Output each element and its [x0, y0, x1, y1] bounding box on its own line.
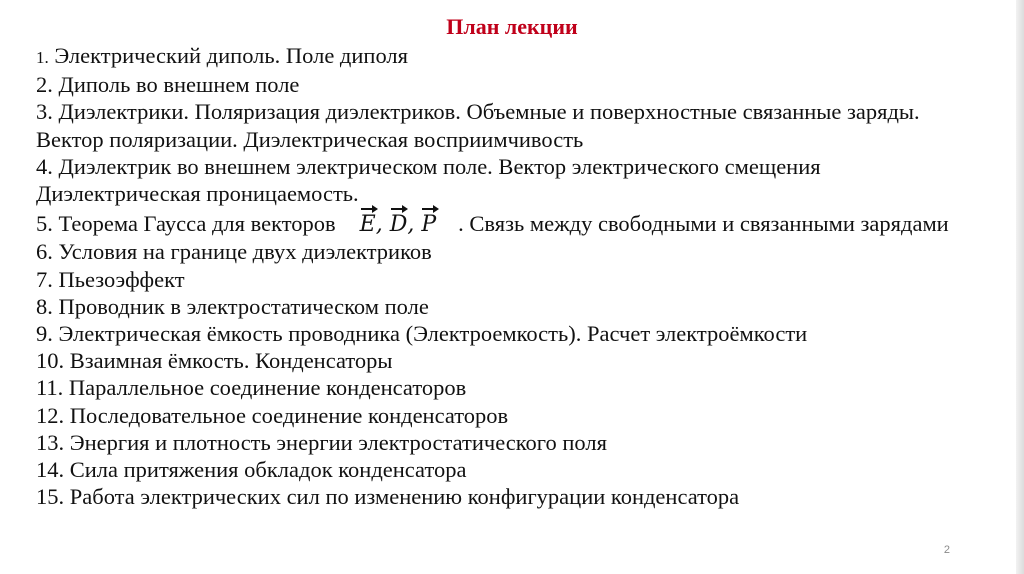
plan-item-number: 1.	[36, 48, 49, 67]
vector-p: P	[421, 207, 436, 238]
plan-item-text: Пьезоэффект	[52, 266, 185, 292]
plan-item-3	[36, 98, 986, 152]
plan-item-text: Электрическая ёмкость проводника (Электроемкость). Расчет электроёмкости	[52, 321, 808, 347]
plan-item-15	[36, 483, 986, 510]
plan-item-text: Последовательное соединение конденсаторов	[64, 402, 509, 428]
plan-item-13	[36, 429, 986, 456]
plan-item-text: Условия на границе двух диэлектриков	[52, 239, 432, 265]
lecture-plan-list	[36, 42, 986, 510]
plan-item-text: Диэлектрики. Поляризация диэлектриков. Объемные и поверхностные связанные заряды. Вектор поляризации. Диэлектрическая восприимчивость	[36, 99, 920, 152]
page-number: 2	[943, 544, 950, 556]
vector-formula: E, D, P	[360, 207, 437, 238]
plan-item-6	[36, 238, 986, 265]
plan-item-12	[36, 402, 986, 429]
slide-title: План лекции	[446, 14, 578, 39]
plan-item-11	[36, 374, 986, 401]
plan-item-2	[36, 71, 986, 98]
plan-item-number: 6.	[36, 239, 53, 265]
vector-e: E	[360, 207, 376, 238]
plan-item-number: 3.	[36, 99, 53, 125]
plan-item-5	[36, 207, 986, 238]
plan-item-text: Взаимная ёмкость. Конденсаторы	[64, 348, 393, 374]
plan-item-number: 10.	[36, 348, 65, 374]
plan-item-text: Работа электрических сил по изменению конфигурации конденсатора	[64, 484, 740, 510]
plan-item-number: 2.	[36, 72, 53, 98]
plan-item-text: Диэлектрик во внешнем электрическом поле. Вектор электрического смещения Диэлектрическая проницаемость.	[36, 153, 821, 207]
plan-item-text: Параллельное соединение конденсаторов	[63, 375, 467, 401]
plan-item-1	[36, 42, 986, 71]
plan-item-7	[36, 266, 986, 293]
plan-item-number: 13.	[36, 429, 65, 455]
plan-item-text-before: Теорема Гаусса для векторов	[52, 211, 336, 237]
plan-item-number: 8.	[36, 293, 53, 319]
plan-item-text: Проводник в электростатическом поле	[52, 293, 429, 319]
plan-item-text: Энергия и плотность энергии электростатического поля	[64, 429, 607, 455]
plan-item-number: 11.	[36, 375, 64, 401]
vector-d: D	[390, 207, 408, 238]
plan-item-number: 5.	[36, 211, 53, 237]
plan-item-number: 7.	[36, 266, 53, 292]
slide-edge-shadow	[1016, 0, 1024, 574]
plan-item-14	[36, 456, 986, 483]
plan-item-9	[36, 320, 986, 347]
plan-item-number: 14.	[36, 457, 65, 483]
plan-item-text-after: . Связь между свободными и связанными зарядами	[458, 211, 949, 237]
plan-item-text: Диполь во внешнем поле	[52, 72, 300, 98]
plan-item-10	[36, 347, 986, 374]
plan-item-number: 4.	[36, 153, 53, 179]
plan-item-number: 12.	[36, 402, 65, 428]
plan-item-4	[36, 153, 986, 207]
plan-item-number: 15.	[36, 484, 65, 510]
plan-item-text: Сила притяжения обкладок конденсатора	[64, 457, 467, 483]
plan-item-8	[36, 293, 986, 320]
plan-item-text: Электрический диполь. Поле диполя	[48, 43, 408, 68]
plan-item-number: 9.	[36, 321, 53, 347]
